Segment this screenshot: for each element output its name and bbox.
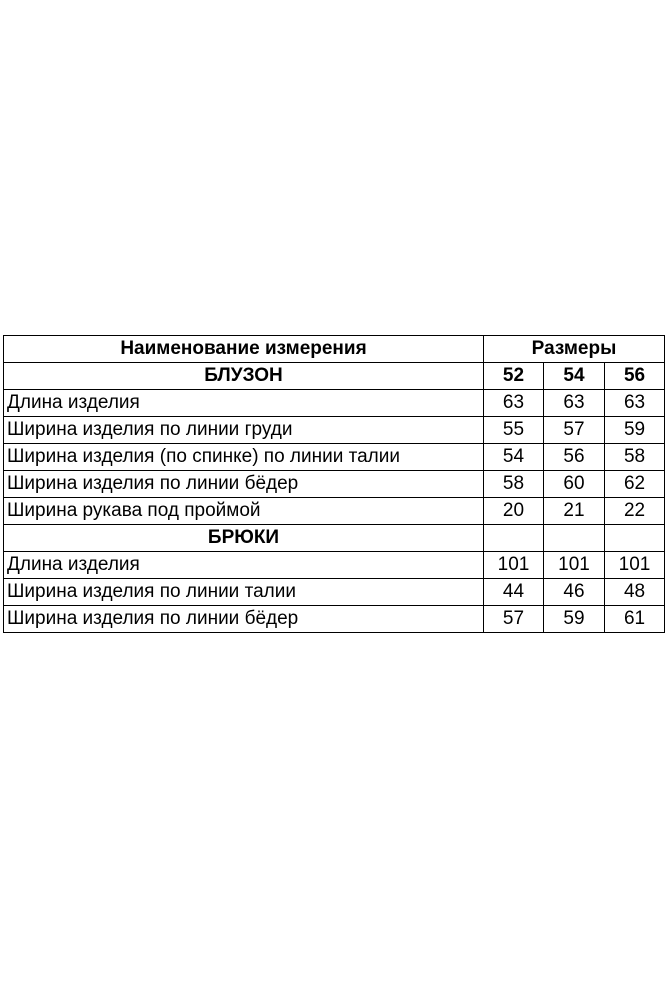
measurement-value: 58 — [605, 444, 665, 471]
section-row-blouson — [4, 363, 665, 390]
measurement-value: 63 — [544, 390, 605, 417]
empty-cell — [605, 525, 665, 552]
table-row — [4, 498, 665, 525]
size-52-header: 52 — [484, 363, 544, 390]
measurement-value: 21 — [544, 498, 605, 525]
section-row-trousers — [4, 525, 665, 552]
table-row — [4, 552, 665, 579]
sizes-header: Размеры — [484, 336, 665, 363]
measurement-value: 46 — [544, 579, 605, 606]
table-row — [4, 606, 665, 633]
measurement-value: 20 — [484, 498, 544, 525]
size-chart-table — [3, 335, 665, 633]
empty-cell — [484, 525, 544, 552]
size-54-header: 54 — [544, 363, 605, 390]
measurement-value: 62 — [605, 471, 665, 498]
measurement-value: 59 — [544, 606, 605, 633]
measurement-value: 22 — [605, 498, 665, 525]
measurement-name-header: Наименование измерения — [4, 336, 484, 363]
measurement-name: Ширина изделия (по спинке) по линии талии — [4, 444, 484, 471]
size-56-header: 56 — [605, 363, 665, 390]
measurement-value: 58 — [484, 471, 544, 498]
measurement-name: Длина изделия — [4, 552, 484, 579]
section-title-trousers: БРЮКИ — [4, 525, 484, 552]
empty-cell — [544, 525, 605, 552]
measurement-value: 63 — [484, 390, 544, 417]
section-title-blouson: БЛУЗОН — [4, 363, 484, 390]
measurement-value: 44 — [484, 579, 544, 606]
table-row — [4, 390, 665, 417]
measurement-value: 61 — [605, 606, 665, 633]
table-row — [4, 417, 665, 444]
measurement-value: 57 — [544, 417, 605, 444]
measurement-value: 56 — [544, 444, 605, 471]
measurement-name: Ширина изделия по линии талии — [4, 579, 484, 606]
measurement-value: 101 — [605, 552, 665, 579]
measurement-value: 59 — [605, 417, 665, 444]
measurement-value: 48 — [605, 579, 665, 606]
table-row — [4, 444, 665, 471]
header-row — [4, 336, 665, 363]
measurement-value: 101 — [544, 552, 605, 579]
measurement-name: Длина изделия — [4, 390, 484, 417]
measurement-name: Ширина рукава под проймой — [4, 498, 484, 525]
measurement-name: Ширина изделия по линии бёдер — [4, 471, 484, 498]
measurement-name: Ширина изделия по линии бёдер — [4, 606, 484, 633]
measurement-value: 57 — [484, 606, 544, 633]
measurement-value: 55 — [484, 417, 544, 444]
table-row — [4, 579, 665, 606]
measurement-value: 101 — [484, 552, 544, 579]
measurement-name: Ширина изделия по линии груди — [4, 417, 484, 444]
measurement-value: 63 — [605, 390, 665, 417]
measurement-value: 54 — [484, 444, 544, 471]
table-row — [4, 471, 665, 498]
measurement-value: 60 — [544, 471, 605, 498]
